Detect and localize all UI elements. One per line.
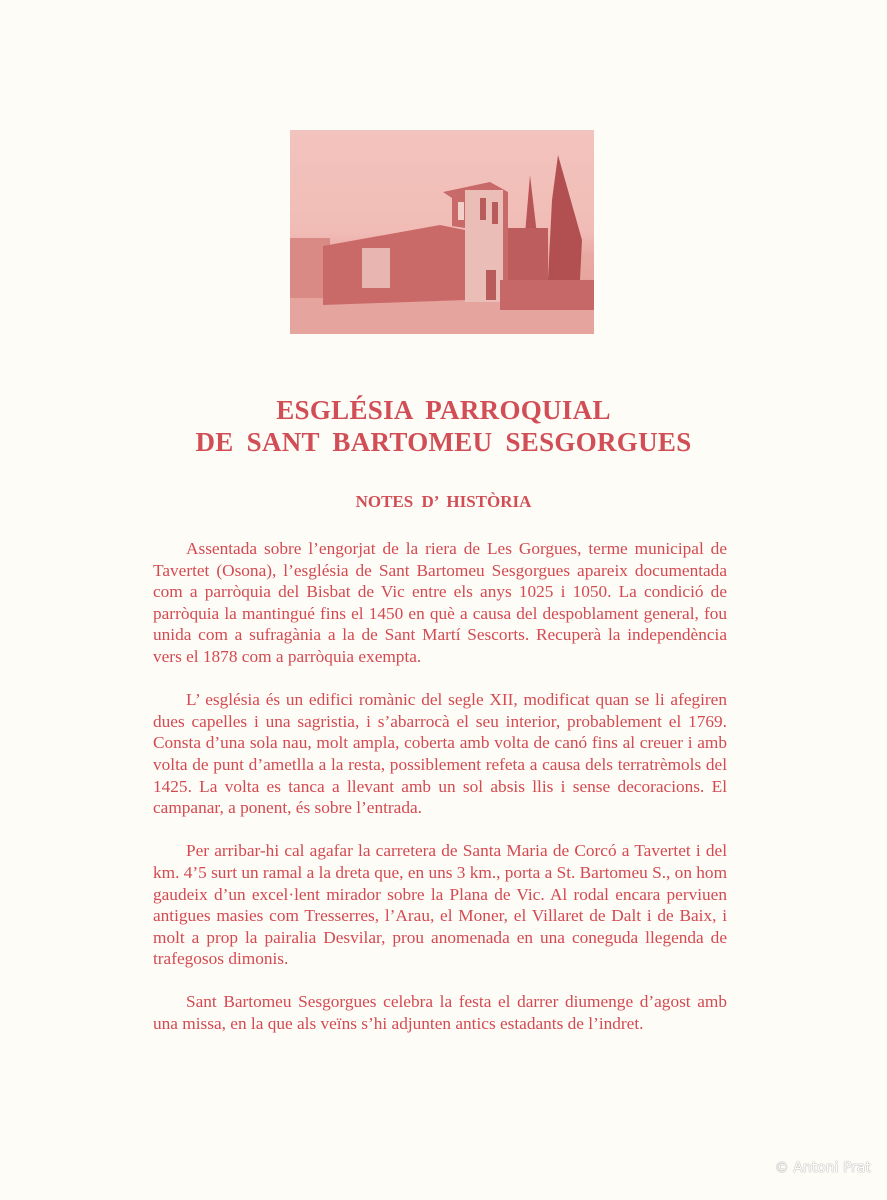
title-line-2: DE SANT BARTOMEU SESGORGUES (195, 427, 692, 457)
paragraph: Sant Bartomeu Sesgorgues celebra la festa el darrer diumenge d’agost amb una missa, en la que als veïns s’hi adjunten antics estadants de l’indret. (153, 992, 727, 1034)
paragraph: Assentada sobre l’engorjat de la riera de Les Gorgues, terme municipal de Tavertet (Osona), l’església de Sant Bartomeu Sesgorgues apareix documentada com a parròquia del Bisbat de Vic entre els anys 1025 i 1050. La condició de parròquia la mantingué fins el 1450 en què a causa del despoblament general, fou unida com a sufragània a la de Sant Martí Sescorts. Recuperà la independència vers el 1878 com a parròquia exempta. (153, 539, 727, 666)
page-title (0, 394, 887, 458)
section-heading: NOTES D’ HISTÒRIA (355, 492, 532, 511)
copyright-watermark: © Antoni Prat (774, 1160, 871, 1176)
history-text (153, 538, 727, 1056)
title-line-1: ESGLÉSIA PARROQUIAL (276, 395, 611, 425)
church-photo (290, 130, 594, 334)
paragraph: L’ església és un edifici romànic del segle XII, modificat quan se li afegiren dues capelles i una sagristia, i s’abarrocà el seu interior, probablement el 1769. Consta d’una sola nau, molt ampla, coberta amb volta de canó fins al creuer i amb volta de punt d’ametlla a la resta, possiblement refeta a causa dels terratrèmols del 1425. La volta es tanca a llevant amb un sol absis llis i sense decoracions. El campanar, a ponent, és sobre l’entrada. (153, 690, 727, 818)
church-illustration (290, 130, 594, 334)
paragraph: Per arribar-hi cal agafar la carretera de Santa Maria de Corcó a Tavertet i del km. 4’5 surt un ramal a la dreta que, en uns 3 km., porta a St. Bartomeu S., on hom gaudeix d’un excel·lent mirador sobre la Plana de Vic. Al rodal encara perviuen antigues masies com Tresserres, l’Arau, el Moner, el Villaret de Dalt i de Baix, i molt a prop la pairalia Desvilar, prou anomenada en una coneguda llegenda de trafegosos dimonis. (153, 841, 728, 969)
